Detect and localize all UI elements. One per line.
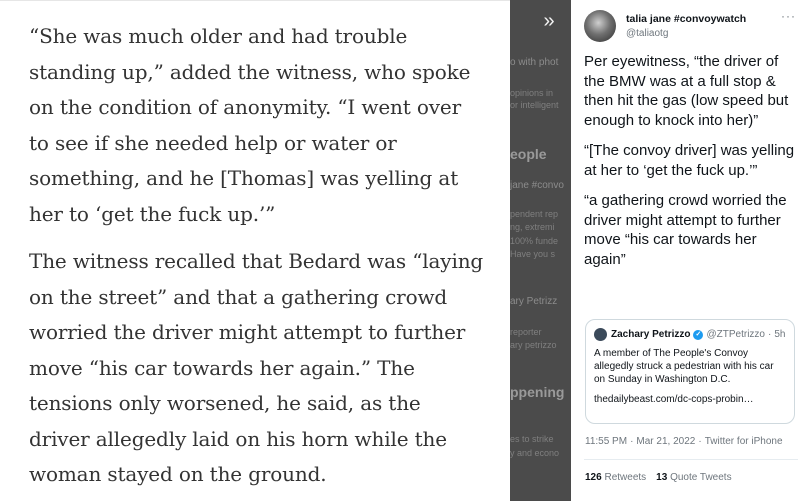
quoted-time: 5h <box>774 329 786 340</box>
sidebar-fragment: ary petrizzo <box>510 340 557 350</box>
verified-badge-icon: ✓ <box>693 330 703 340</box>
retweets-count: 126 <box>585 472 602 483</box>
article-paragraph-1: “She was much older and had trouble standing up,” added the witness, who spoke on the condition of anonymity. “I went over to see if she needed help or water or something, and he [Thomas] was yelling at her to ‘get the fuck up.’” <box>29 24 471 226</box>
meta-separator: · <box>630 436 634 447</box>
sidebar-heading: ppening <box>510 384 565 400</box>
meta-separator: · <box>698 436 702 447</box>
tweet-text <box>584 52 798 280</box>
quoted-author-handle: @ZTPetrizzo <box>706 329 765 340</box>
sidebar-fragment: 100% funde <box>510 236 559 246</box>
tweet-time[interactable]: 11:55 PM <box>585 436 628 447</box>
tweet-author-name[interactable]: talia jane #convoywatch <box>626 13 747 25</box>
tweet-author-handle[interactable]: @taliaotg <box>626 28 669 39</box>
tweet-metadata <box>585 436 783 447</box>
sidebar-heading: eople <box>510 146 547 162</box>
tweet-paragraph: “a gathering crowd worried the driver might attempt to further move “his car towards her again” <box>584 192 787 268</box>
retweets-label: Retweets <box>604 472 647 483</box>
sidebar-fragment: or intelligent <box>510 100 559 110</box>
double-chevron-right-icon[interactable]: » <box>543 10 555 32</box>
tweet-paragraph: “[The convoy driver] was yelling at her to ‘get the fuck up.’” <box>584 142 795 179</box>
sidebar-fragment: ary Petrizz <box>510 296 558 307</box>
quoted-separator: · <box>767 329 772 340</box>
sidebar-fragment: pendent rep <box>510 209 559 219</box>
quoted-tweet[interactable] <box>585 319 795 424</box>
sidebar-fragment: y and econo <box>510 448 560 458</box>
quote-tweets-count: 13 <box>656 472 668 483</box>
author-avatar[interactable] <box>584 10 616 42</box>
dimmed-sidebar-panel <box>510 0 571 501</box>
sidebar-fragment: opinions in <box>510 88 554 98</box>
quoted-tweet-link[interactable]: thedailybeast.com/dc-cops-probin… <box>594 394 754 405</box>
quoted-author-name: Zachary Petrizzo <box>611 329 691 340</box>
quoted-tweet-text: A member of The People's Convoy allegedly struck a pedestrian with his car on Sunday in Washington D.C. <box>594 348 774 385</box>
tweet-card <box>571 0 800 501</box>
quote-tweets-stat[interactable] <box>656 472 731 483</box>
tweet-source[interactable]: Twitter for iPhone <box>704 436 783 447</box>
retweets-stat[interactable] <box>585 472 646 483</box>
sidebar-fragment: es to strike <box>510 434 554 444</box>
sidebar-fragment: reporter <box>510 327 542 337</box>
ellipsis-icon[interactable]: ··· <box>781 9 796 23</box>
tweet-stats <box>585 472 732 483</box>
sidebar-fragment: o with phot <box>510 57 559 68</box>
sidebar-fragment: jane #convo <box>510 180 564 191</box>
quoted-author-avatar <box>594 328 607 341</box>
sidebar-fragment: ng, extremi <box>510 222 555 232</box>
quoted-tweet-header <box>594 328 786 341</box>
sidebar-fragment: Have you s <box>510 249 556 259</box>
quote-tweets-label: Quote Tweets <box>670 472 732 483</box>
tweet-paragraph: Per eyewitness, “the driver of the BMW was at a full stop & then hit the gas (low speed but enough to knock into her)” <box>584 53 789 129</box>
stats-divider <box>584 459 798 460</box>
tweet-date[interactable]: Mar 21, 2022 <box>636 436 696 447</box>
article-paragraph-2: The witness recalled that Bedard was “laying on the street” and that a gathering crowd worried the driver might attempt to further move “his car towards her again.” The tensions only worsened, he said, as the driver allegedly laid on his horn while the woman stayed on the ground. <box>29 249 484 486</box>
